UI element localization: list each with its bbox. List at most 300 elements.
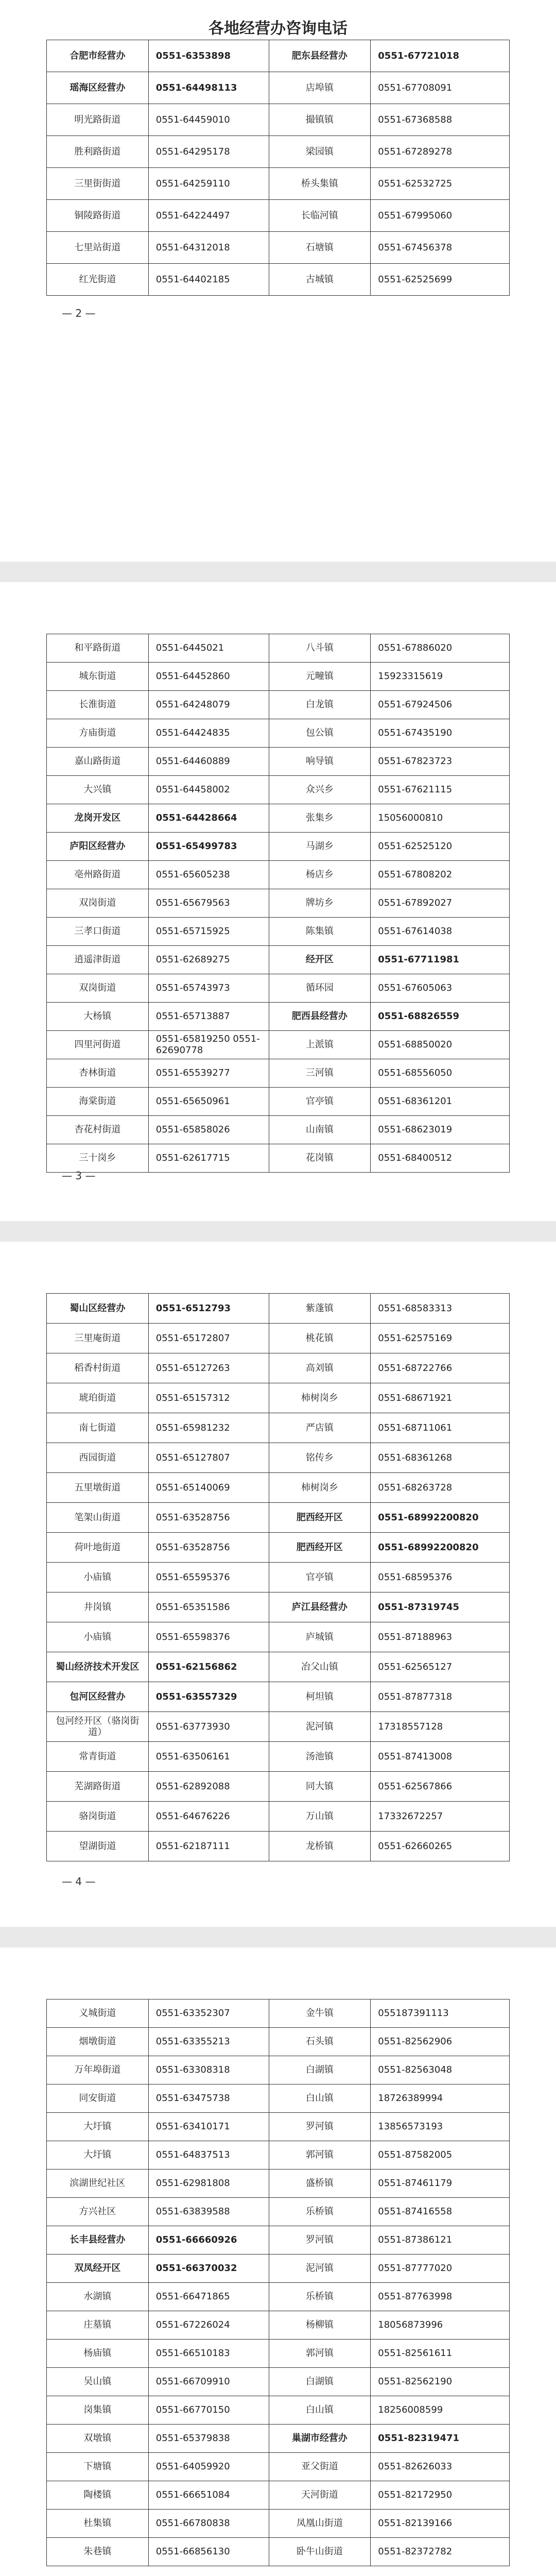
phone-cell: 0551-68711061	[371, 1413, 510, 1443]
office-name-cell: 双凤经开区	[47, 2255, 149, 2283]
table-row	[47, 2226, 510, 2255]
office-name-cell: 吴山镇	[47, 2368, 149, 2396]
office-name-cell: 海棠街道	[47, 1088, 149, 1116]
phone-cell: 0551-64312018	[148, 232, 269, 264]
phone-cell: 0551-64224497	[148, 200, 269, 232]
phone-cell: 0551-68361201	[371, 1088, 510, 1116]
phone-cell: 0551-82372782	[371, 2538, 510, 2566]
table-row	[47, 1324, 510, 1353]
office-name-cell: 陶楼镇	[47, 2481, 149, 2510]
office-name-cell: 大杨镇	[47, 1003, 149, 1031]
office-name-cell: 逍遥津街道	[47, 946, 149, 974]
office-name-cell: 朱巷镇	[47, 2538, 149, 2566]
page-number: — 3 —	[62, 1170, 96, 1182]
table-row	[47, 2481, 510, 2510]
table-row	[47, 168, 510, 200]
phone-cell: 0551-65499783	[148, 833, 269, 861]
office-name-cell: 石头镇	[269, 2028, 371, 2056]
phone-cell: 0551-65172807	[148, 1324, 269, 1353]
phone-cell: 0551-65127263	[148, 1353, 269, 1383]
document-page-4	[0, 1947, 556, 2576]
phone-cell: 0551-62617715	[148, 1144, 269, 1173]
table-row	[47, 232, 510, 264]
office-name-cell: 响导镇	[269, 748, 371, 776]
office-name-cell: 郭河镇	[269, 2141, 371, 2170]
contact-table	[46, 1293, 510, 1861]
office-name-cell: 卧牛山街道	[269, 2538, 371, 2566]
table-row	[47, 1712, 510, 1742]
phone-cell: 0551-67808202	[371, 861, 510, 889]
table-row	[47, 1533, 510, 1563]
phone-cell: 0551-64402185	[148, 264, 269, 296]
table-row	[47, 2368, 510, 2396]
office-name-cell: 古城镇	[269, 264, 371, 296]
phone-cell: 0551-68400512	[371, 1144, 510, 1173]
office-name-cell: 石塘镇	[269, 232, 371, 264]
office-name-cell: 水湖镇	[47, 2283, 149, 2311]
phone-cell: 0551-82561611	[371, 2340, 510, 2368]
phone-cell: 0551-66370032	[148, 2255, 269, 2283]
phone-cell: 0551-62689275	[148, 946, 269, 974]
office-name-cell: 高刘镇	[269, 1353, 371, 1383]
office-name-cell: 双岗街道	[47, 889, 149, 918]
office-name-cell: 骆岗街道	[47, 1802, 149, 1832]
office-name-cell: 白龙镇	[269, 691, 371, 719]
table-row	[47, 40, 510, 72]
table-row	[47, 1592, 510, 1622]
office-name-cell: 四里河街道	[47, 1031, 149, 1059]
office-name-cell: 官亭镇	[269, 1088, 371, 1116]
phone-cell: 0551-62567866	[371, 1772, 510, 1802]
phone-cell: 0551-67708091	[371, 72, 510, 104]
page-gap	[0, 1927, 556, 1947]
office-name-cell: 张集乡	[269, 804, 371, 833]
phone-cell: 18256008599	[371, 2396, 510, 2425]
office-name-cell: 梁园镇	[269, 136, 371, 168]
office-name-cell: 庐城镇	[269, 1622, 371, 1652]
phone-cell: 0551-87461179	[371, 2170, 510, 2198]
office-name-cell: 城东街道	[47, 663, 149, 691]
table-row	[47, 1652, 510, 1682]
phone-cell: 0551-63773930	[148, 1712, 269, 1742]
phone-cell: 0551-64460889	[148, 748, 269, 776]
phone-cell: 0551-66471865	[148, 2283, 269, 2311]
phone-cell: 0551-87777020	[371, 2255, 510, 2283]
table-row	[47, 2510, 510, 2538]
document-page-1	[0, 0, 556, 562]
table-row	[47, 691, 510, 719]
table-row	[47, 946, 510, 974]
table-row	[47, 1563, 510, 1592]
office-name-cell: 汤池镇	[269, 1742, 371, 1772]
phone-cell: 0551-65140069	[148, 1473, 269, 1503]
office-name-cell: 双墩镇	[47, 2425, 149, 2453]
page-number: — 2 —	[62, 307, 96, 319]
phone-cell: 0551-65539277	[148, 1059, 269, 1088]
table-row	[47, 1059, 510, 1088]
phone-cell: 0551-62575169	[371, 1324, 510, 1353]
phone-cell: 0551-63528756	[148, 1503, 269, 1533]
office-name-cell: 亳州路街道	[47, 861, 149, 889]
phone-cell: 0551-64498113	[148, 72, 269, 104]
table-row	[47, 2425, 510, 2453]
office-name-cell: 桥头集镇	[269, 168, 371, 200]
phone-cell: 0551-67368588	[371, 104, 510, 136]
table-row	[47, 776, 510, 804]
table-row	[47, 72, 510, 104]
phone-cell: 0551-67226024	[148, 2311, 269, 2340]
contact-table	[46, 634, 510, 1173]
office-name-cell: 胜利路街道	[47, 136, 149, 168]
phone-cell: 17318557128	[371, 1712, 510, 1742]
office-name-cell: 经开区	[269, 946, 371, 974]
office-name-cell: 花岗镇	[269, 1144, 371, 1173]
office-name-cell: 三里庵街道	[47, 1324, 149, 1353]
phone-cell: 0551-68583313	[371, 1294, 510, 1324]
table-row	[47, 2084, 510, 2113]
table-row	[47, 1802, 510, 1832]
office-name-cell: 红光街道	[47, 264, 149, 296]
office-name-cell: 常青街道	[47, 1742, 149, 1772]
office-name-cell: 同安街道	[47, 2084, 149, 2113]
office-name-cell: 店埠镇	[269, 72, 371, 104]
phone-cell: 0551-68722766	[371, 1353, 510, 1383]
office-name-cell: 琥珀街道	[47, 1383, 149, 1413]
contact-table	[46, 1999, 510, 2566]
office-name-cell: 方兴社区	[47, 2198, 149, 2226]
office-name-cell: 柿树岗乡	[269, 1383, 371, 1413]
phone-cell: 0551-63410171	[148, 2113, 269, 2141]
office-name-cell: 杨店乡	[269, 861, 371, 889]
phone-cell: 0551-63557329	[148, 1682, 269, 1712]
office-name-cell: 蜀山经济技术开发区	[47, 1652, 149, 1682]
phone-cell: 0551-87416558	[371, 2198, 510, 2226]
phone-cell: 0551-68992200820	[371, 1533, 510, 1563]
phone-cell: 0551-64248079	[148, 691, 269, 719]
phone-cell: 0551-67924506	[371, 691, 510, 719]
table-row	[47, 1088, 510, 1116]
table-row	[47, 1413, 510, 1443]
table-row	[47, 833, 510, 861]
office-name-cell: 包河区经营办	[47, 1682, 149, 1712]
office-name-cell: 亚父街道	[269, 2453, 371, 2481]
table-row	[47, 1294, 510, 1324]
office-name-cell: 罗河镇	[269, 2226, 371, 2255]
table-row	[47, 104, 510, 136]
office-name-cell: 稻香村街道	[47, 1353, 149, 1383]
phone-cell: 0551-67456378	[371, 232, 510, 264]
office-name-cell: 庐阳区经营办	[47, 833, 149, 861]
office-name-cell: 嘉山路街道	[47, 748, 149, 776]
phone-cell: 0551-64459010	[148, 104, 269, 136]
office-name-cell: 南七街道	[47, 1413, 149, 1443]
table-row	[47, 889, 510, 918]
office-name-cell: 肥西县经营办	[269, 1003, 371, 1031]
table-row	[47, 2141, 510, 2170]
office-name-cell: 三里街街道	[47, 168, 149, 200]
office-name-cell: 杏花村街道	[47, 1116, 149, 1144]
page-title: 各地经营办咨询电话	[208, 20, 348, 38]
office-name-cell: 合肥市经营办	[47, 40, 149, 72]
office-name-cell: 众兴乡	[269, 776, 371, 804]
table-row	[47, 1503, 510, 1533]
office-name-cell: 金牛镇	[269, 1999, 371, 2028]
office-name-cell: 龙岗开发区	[47, 804, 149, 833]
phone-cell: 0551-66770150	[148, 2396, 269, 2425]
office-name-cell: 大圩镇	[47, 2113, 149, 2141]
office-name-cell: 滨湖世纪社区	[47, 2170, 149, 2198]
phone-cell: 0551-65743973	[148, 974, 269, 1003]
phone-cell: 055187391113	[371, 1999, 510, 2028]
phone-cell: 0551-68623019	[371, 1116, 510, 1144]
office-name-cell: 下塘镇	[47, 2453, 149, 2481]
phone-cell: 0551-64452860	[148, 663, 269, 691]
page-gap	[0, 562, 556, 582]
phone-cell: 0551-65679563	[148, 889, 269, 918]
table-row	[47, 663, 510, 691]
table-row	[47, 2028, 510, 2056]
phone-cell: 0551-68826559	[371, 1003, 510, 1031]
phone-cell: 0551-68595376	[371, 1563, 510, 1592]
office-name-cell: 明光路街道	[47, 104, 149, 136]
office-name-cell: 罗河镇	[269, 2113, 371, 2141]
phone-cell: 0551-87413008	[371, 1742, 510, 1772]
office-name-cell: 八斗镇	[269, 634, 371, 663]
office-name-cell: 铭传乡	[269, 1443, 371, 1473]
phone-cell: 0551-67289278	[371, 136, 510, 168]
office-name-cell: 陈集镇	[269, 918, 371, 946]
phone-cell: 0551-6512793	[148, 1294, 269, 1324]
table-row	[47, 1383, 510, 1413]
phone-cell: 13856573193	[371, 2113, 510, 2141]
table-row	[47, 1682, 510, 1712]
phone-cell: 0551-6353898	[148, 40, 269, 72]
phone-cell: 0551-62660265	[371, 1832, 510, 1861]
phone-cell: 17332672257	[371, 1802, 510, 1832]
office-name-cell: 岗集镇	[47, 2396, 149, 2425]
page-number: — 4 —	[62, 1875, 96, 1888]
page-gap	[0, 1221, 556, 1242]
phone-cell: 0551-82562906	[371, 2028, 510, 2056]
phone-cell: 0551-65981232	[148, 1413, 269, 1443]
phone-cell: 0551-65819250 0551-62690778	[148, 1031, 269, 1059]
office-name-cell: 杜集镇	[47, 2510, 149, 2538]
phone-cell: 0551-62532725	[371, 168, 510, 200]
office-name-cell: 杨庙镇	[47, 2340, 149, 2368]
phone-cell: 0551-65351586	[148, 1592, 269, 1622]
office-name-cell: 铜陵路街道	[47, 200, 149, 232]
office-name-cell: 小庙镇	[47, 1622, 149, 1652]
phone-cell: 0551-66709910	[148, 2368, 269, 2396]
office-name-cell: 庐江县经营办	[269, 1592, 371, 1622]
phone-cell: 0551-67721018	[371, 40, 510, 72]
phone-cell: 0551-67605063	[371, 974, 510, 1003]
office-name-cell: 白湖镇	[269, 2368, 371, 2396]
table-row	[47, 1473, 510, 1503]
phone-cell: 0551-65379838	[148, 2425, 269, 2453]
phone-cell: 0551-66660926	[148, 2226, 269, 2255]
table-row	[47, 2340, 510, 2368]
document-page-3	[0, 1242, 556, 1927]
phone-cell: 0551-65858026	[148, 1116, 269, 1144]
phone-cell: 0551-63355213	[148, 2028, 269, 2056]
table-row	[47, 1999, 510, 2028]
phone-cell: 0551-67435190	[371, 719, 510, 748]
table-row	[47, 2113, 510, 2141]
office-name-cell: 杏林街道	[47, 1059, 149, 1088]
phone-cell: 0551-67614038	[371, 918, 510, 946]
phone-cell: 0551-64837513	[148, 2141, 269, 2170]
office-name-cell: 柿树岗乡	[269, 1473, 371, 1503]
phone-cell: 0551-68671921	[371, 1383, 510, 1413]
phone-cell: 0551-63475738	[148, 2084, 269, 2113]
phone-cell: 0551-82626033	[371, 2453, 510, 2481]
office-name-cell: 烟墩街道	[47, 2028, 149, 2056]
office-name-cell: 循环园	[269, 974, 371, 1003]
table-row	[47, 2283, 510, 2311]
office-name-cell: 蜀山区经营办	[47, 1294, 149, 1324]
office-name-cell: 小庙镇	[47, 1563, 149, 1592]
phone-cell: 0551-82139166	[371, 2510, 510, 2538]
office-name-cell: 天河街道	[269, 2481, 371, 2510]
contact-table	[46, 40, 510, 296]
phone-cell: 0551-65595376	[148, 1563, 269, 1592]
table-row	[47, 861, 510, 889]
office-name-cell: 双岗街道	[47, 974, 149, 1003]
office-name-cell: 泥河镇	[269, 2255, 371, 2283]
phone-cell: 0551-82562190	[371, 2368, 510, 2396]
phone-cell: 0551-65157312	[148, 1383, 269, 1413]
document-page-2	[0, 582, 556, 1221]
phone-cell: 0551-82563048	[371, 2056, 510, 2084]
phone-cell: 0551-65715925	[148, 918, 269, 946]
phone-cell: 0551-65713887	[148, 1003, 269, 1031]
table-row	[47, 1443, 510, 1473]
phone-cell: 0551-66651084	[148, 2481, 269, 2510]
phone-cell: 0551-62981808	[148, 2170, 269, 2198]
phone-cell: 0551-62525120	[371, 833, 510, 861]
phone-cell: 0551-67886020	[371, 634, 510, 663]
office-name-cell: 上派镇	[269, 1031, 371, 1059]
phone-cell: 0551-62565127	[371, 1652, 510, 1682]
phone-cell: 0551-67711981	[371, 946, 510, 974]
office-name-cell: 芜湖路街道	[47, 1772, 149, 1802]
table-row	[47, 1832, 510, 1861]
phone-cell: 0551-65127807	[148, 1443, 269, 1473]
office-name-cell: 马湖乡	[269, 833, 371, 861]
table-row	[47, 2198, 510, 2226]
office-name-cell: 郭河镇	[269, 2340, 371, 2368]
office-name-cell: 乐桥镇	[269, 2198, 371, 2226]
office-name-cell: 冶父山镇	[269, 1652, 371, 1682]
table-row	[47, 1144, 510, 1173]
office-name-cell: 盛桥镇	[269, 2170, 371, 2198]
office-name-cell: 严店镇	[269, 1413, 371, 1443]
table-row	[47, 2255, 510, 2283]
office-name-cell: 荷叶地街道	[47, 1533, 149, 1563]
phone-cell: 0551-68361268	[371, 1443, 510, 1473]
office-name-cell: 巢湖市经营办	[269, 2425, 371, 2453]
office-name-cell: 五里墩街道	[47, 1473, 149, 1503]
phone-cell: 0551-68556050	[371, 1059, 510, 1088]
phone-cell: 0551-66780838	[148, 2510, 269, 2538]
phone-cell: 0551-64458002	[148, 776, 269, 804]
phone-cell: 18056873996	[371, 2311, 510, 2340]
phone-cell: 0551-64428664	[148, 804, 269, 833]
table-row	[47, 1622, 510, 1652]
office-name-cell: 三河镇	[269, 1059, 371, 1088]
table-row	[47, 804, 510, 833]
phone-cell: 0551-87188963	[371, 1622, 510, 1652]
office-name-cell: 义城街道	[47, 1999, 149, 2028]
table-row	[47, 2311, 510, 2340]
table-row	[47, 1003, 510, 1031]
phone-cell: 15923315619	[371, 663, 510, 691]
phone-cell: 0551-65598376	[148, 1622, 269, 1652]
table-row	[47, 1742, 510, 1772]
office-name-cell: 笔架山街道	[47, 1503, 149, 1533]
table-row	[47, 1772, 510, 1802]
table-row	[47, 918, 510, 946]
office-name-cell: 龙桥镇	[269, 1832, 371, 1861]
phone-cell: 18726389994	[371, 2084, 510, 2113]
phone-cell: 0551-62156862	[148, 1652, 269, 1682]
phone-cell: 0551-68992200820	[371, 1503, 510, 1533]
table-row	[47, 200, 510, 232]
office-name-cell: 井岗镇	[47, 1592, 149, 1622]
phone-cell: 0551-63839588	[148, 2198, 269, 2226]
phone-cell: 0551-64059920	[148, 2453, 269, 2481]
office-name-cell: 桃花镇	[269, 1324, 371, 1353]
office-name-cell: 山南镇	[269, 1116, 371, 1144]
office-name-cell: 白山镇	[269, 2396, 371, 2425]
phone-cell: 0551-87319745	[371, 1592, 510, 1622]
phone-cell: 0551-82172950	[371, 2481, 510, 2510]
office-name-cell: 杨柳镇	[269, 2311, 371, 2340]
table-row	[47, 748, 510, 776]
office-name-cell: 同大镇	[269, 1772, 371, 1802]
table-row	[47, 634, 510, 663]
phone-cell: 0551-63506161	[148, 1742, 269, 1772]
phone-cell: 0551-64676226	[148, 1802, 269, 1832]
office-name-cell: 紫蓬镇	[269, 1294, 371, 1324]
office-name-cell: 牌坊乡	[269, 889, 371, 918]
office-name-cell: 官亭镇	[269, 1563, 371, 1592]
office-name-cell: 撮镇镇	[269, 104, 371, 136]
phone-cell: 0551-67995060	[371, 200, 510, 232]
office-name-cell: 泥河镇	[269, 1712, 371, 1742]
office-name-cell: 元疃镇	[269, 663, 371, 691]
office-name-cell: 大圩镇	[47, 2141, 149, 2170]
phone-cell: 0551-64259110	[148, 168, 269, 200]
phone-cell: 0551-68850020	[371, 1031, 510, 1059]
phone-cell: 0551-66856130	[148, 2538, 269, 2566]
phone-cell: 0551-62525699	[371, 264, 510, 296]
office-name-cell: 柯坦镇	[269, 1682, 371, 1712]
office-name-cell: 乐桥镇	[269, 2283, 371, 2311]
phone-cell: 0551-64295178	[148, 136, 269, 168]
office-name-cell: 肥西经开区	[269, 1503, 371, 1533]
phone-cell: 0551-63352307	[148, 1999, 269, 2028]
office-name-cell: 庄墓镇	[47, 2311, 149, 2340]
table-row	[47, 719, 510, 748]
table-row	[47, 1031, 510, 1059]
office-name-cell: 三孝口街道	[47, 918, 149, 946]
table-row	[47, 974, 510, 1003]
office-name-cell: 七里站街道	[47, 232, 149, 264]
phone-cell: 0551-67892027	[371, 889, 510, 918]
office-name-cell: 方庙街道	[47, 719, 149, 748]
